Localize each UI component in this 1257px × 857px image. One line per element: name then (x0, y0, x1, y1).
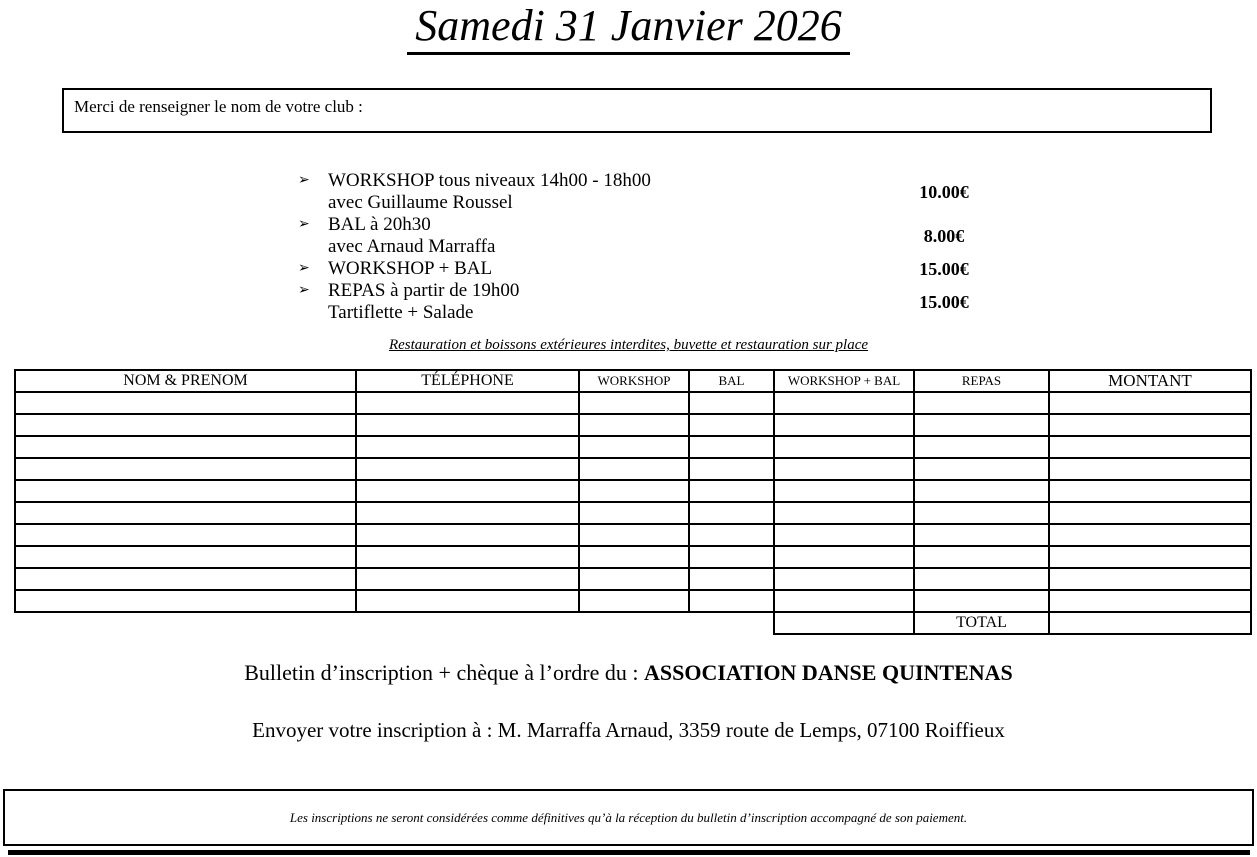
empty-cell[interactable] (15, 590, 356, 612)
offer-price: 8.00€ (923, 225, 965, 246)
empty-cell[interactable] (1049, 480, 1251, 502)
empty-cell[interactable] (15, 436, 356, 458)
empty-cell[interactable] (689, 436, 774, 458)
empty-cell[interactable] (579, 568, 689, 590)
empty-cell[interactable] (689, 546, 774, 568)
empty-cell[interactable] (774, 590, 914, 612)
empty-cell[interactable] (356, 436, 579, 458)
empty-cell[interactable] (579, 414, 689, 436)
notice-line (0, 336, 1257, 354)
total-workshop-bal-cell[interactable] (774, 612, 914, 634)
empty-cell[interactable] (914, 458, 1049, 480)
offer-price: 15.00€ (919, 291, 969, 312)
empty-cell[interactable] (914, 568, 1049, 590)
arrow-bullet-icon: ➢ (298, 283, 310, 298)
order-instruction-prefix: Bulletin d’inscription + chèque à l’ordre du : (244, 660, 644, 685)
arrow-bullet-icon: ➢ (298, 173, 310, 188)
club-name-field[interactable] (62, 88, 1212, 133)
empty-cell[interactable] (579, 392, 689, 414)
empty-cell[interactable] (689, 590, 774, 612)
offer-line1: BAL à 20h30 (328, 214, 431, 235)
empty-cell[interactable] (356, 502, 579, 524)
empty-cell[interactable] (774, 458, 914, 480)
empty-cell[interactable] (579, 458, 689, 480)
table-row (15, 568, 1251, 590)
offer-line1: WORKSHOP + BAL (328, 258, 493, 279)
table-body (15, 392, 1251, 612)
empty-cell[interactable] (1049, 458, 1251, 480)
empty-cell[interactable] (1049, 436, 1251, 458)
total-row (15, 612, 1251, 634)
empty-cell[interactable] (914, 546, 1049, 568)
empty-cell[interactable] (774, 568, 914, 590)
header-repas: REPAS (914, 370, 1049, 392)
empty-cell[interactable] (356, 414, 579, 436)
total-row-spacer (15, 612, 774, 634)
empty-cell[interactable] (579, 502, 689, 524)
empty-cell[interactable] (15, 392, 356, 414)
empty-cell[interactable] (356, 524, 579, 546)
page-title (0, 2, 1257, 55)
offer-item-bal (298, 214, 1008, 258)
offers-list (298, 170, 1008, 324)
empty-cell[interactable] (914, 414, 1049, 436)
empty-cell[interactable] (356, 392, 579, 414)
offer-item-workshop-bal (298, 258, 1008, 280)
empty-cell[interactable] (774, 480, 914, 502)
header-row (15, 370, 1251, 392)
table-header (15, 370, 1251, 392)
empty-cell[interactable] (579, 480, 689, 502)
arrow-bullet-icon: ➢ (298, 261, 310, 276)
table-row (15, 546, 1251, 568)
table-row (15, 590, 1251, 612)
empty-cell[interactable] (774, 502, 914, 524)
empty-cell[interactable] (914, 524, 1049, 546)
empty-cell[interactable] (914, 480, 1049, 502)
total-label-cell: TOTAL (914, 612, 1049, 634)
empty-cell[interactable] (689, 414, 774, 436)
empty-cell[interactable] (689, 502, 774, 524)
page-bottom-rule (8, 850, 1250, 855)
offer-price: 10.00€ (919, 181, 969, 202)
empty-cell[interactable] (1049, 568, 1251, 590)
empty-cell[interactable] (15, 546, 356, 568)
notice-text: Restauration et boissons extérieures interdites, buvette et restauration sur place (388, 337, 869, 353)
empty-cell[interactable] (914, 590, 1049, 612)
arrow-bullet-icon: ➢ (298, 217, 310, 232)
table-row (15, 436, 1251, 458)
empty-cell[interactable] (579, 524, 689, 546)
empty-cell[interactable] (774, 524, 914, 546)
table-row (15, 414, 1251, 436)
empty-cell[interactable] (914, 502, 1049, 524)
empty-cell[interactable] (914, 436, 1049, 458)
empty-cell[interactable] (356, 480, 579, 502)
empty-cell[interactable] (15, 458, 356, 480)
header-montant: MONTANT (1049, 370, 1251, 392)
empty-cell[interactable] (15, 568, 356, 590)
disclaimer-text: Les inscriptions ne seront considérées comme définitives qu’à la réception du bulletin d’inscription accompagné de son paiement. (289, 809, 968, 825)
table-footer (15, 612, 1251, 634)
header-telephone: TÉLÉPHONE (356, 370, 579, 392)
order-instruction-line (0, 660, 1257, 686)
offer-item-repas (298, 280, 1008, 324)
header-workshop-bal: WORKSHOP + BAL (774, 370, 914, 392)
offer-price: 15.00€ (919, 258, 969, 279)
empty-cell[interactable] (1049, 502, 1251, 524)
table-row (15, 480, 1251, 502)
offer-text (328, 280, 884, 324)
header-workshop: WORKSHOP (579, 370, 689, 392)
offer-text (328, 214, 884, 258)
empty-cell[interactable] (689, 458, 774, 480)
empty-cell[interactable] (1049, 590, 1251, 612)
table-row (15, 458, 1251, 480)
offer-text (328, 170, 884, 214)
empty-cell[interactable] (579, 590, 689, 612)
offer-line1: REPAS à partir de 19h00 (328, 280, 520, 301)
empty-cell[interactable] (356, 590, 579, 612)
empty-cell[interactable] (774, 414, 914, 436)
offer-line2: avec Guillaume Roussel (328, 192, 513, 213)
association-name: ASSOCIATION DANSE QUINTENAS (643, 660, 1013, 685)
offer-line2: avec Arnaud Marraffa (328, 236, 496, 257)
empty-cell[interactable] (15, 502, 356, 524)
table-row (15, 524, 1251, 546)
offer-item-workshop (298, 170, 1008, 214)
empty-cell[interactable] (1049, 524, 1251, 546)
empty-cell[interactable] (15, 524, 356, 546)
empty-cell[interactable] (1049, 414, 1251, 436)
empty-cell[interactable] (689, 480, 774, 502)
send-instruction-line: Envoyer votre inscription à : M. Marraffa Arnaud, 3359 route de Lemps, 07100 Roiffieux (252, 718, 1005, 742)
empty-cell[interactable] (1049, 392, 1251, 414)
registration-table (14, 369, 1252, 635)
disclaimer-box (3, 789, 1254, 846)
total-amount-cell[interactable] (1049, 612, 1251, 634)
empty-cell[interactable] (356, 568, 579, 590)
empty-cell[interactable] (15, 480, 356, 502)
header-bal: BAL (689, 370, 774, 392)
empty-cell[interactable] (356, 458, 579, 480)
offer-text (328, 258, 884, 280)
empty-cell[interactable] (774, 546, 914, 568)
empty-cell[interactable] (774, 436, 914, 458)
empty-cell[interactable] (15, 414, 356, 436)
header-nom-prenom: NOM & PRENOM (15, 370, 356, 392)
empty-cell[interactable] (914, 392, 1049, 414)
empty-cell[interactable] (774, 392, 914, 414)
empty-cell[interactable] (356, 546, 579, 568)
offer-line1: WORKSHOP tous niveaux 14h00 - 18h00 (328, 170, 651, 191)
empty-cell[interactable] (579, 546, 689, 568)
empty-cell[interactable] (689, 568, 774, 590)
empty-cell[interactable] (689, 392, 774, 414)
empty-cell[interactable] (689, 524, 774, 546)
club-prompt-label: Merci de renseigner le nom de votre club : (74, 97, 363, 116)
event-date-title: Samedi 31 Janvier 2026 (407, 2, 849, 55)
empty-cell[interactable] (579, 436, 689, 458)
offer-line2: Tartiflette + Salade (328, 302, 474, 323)
table-row (15, 392, 1251, 414)
empty-cell[interactable] (1049, 546, 1251, 568)
table-row (15, 502, 1251, 524)
